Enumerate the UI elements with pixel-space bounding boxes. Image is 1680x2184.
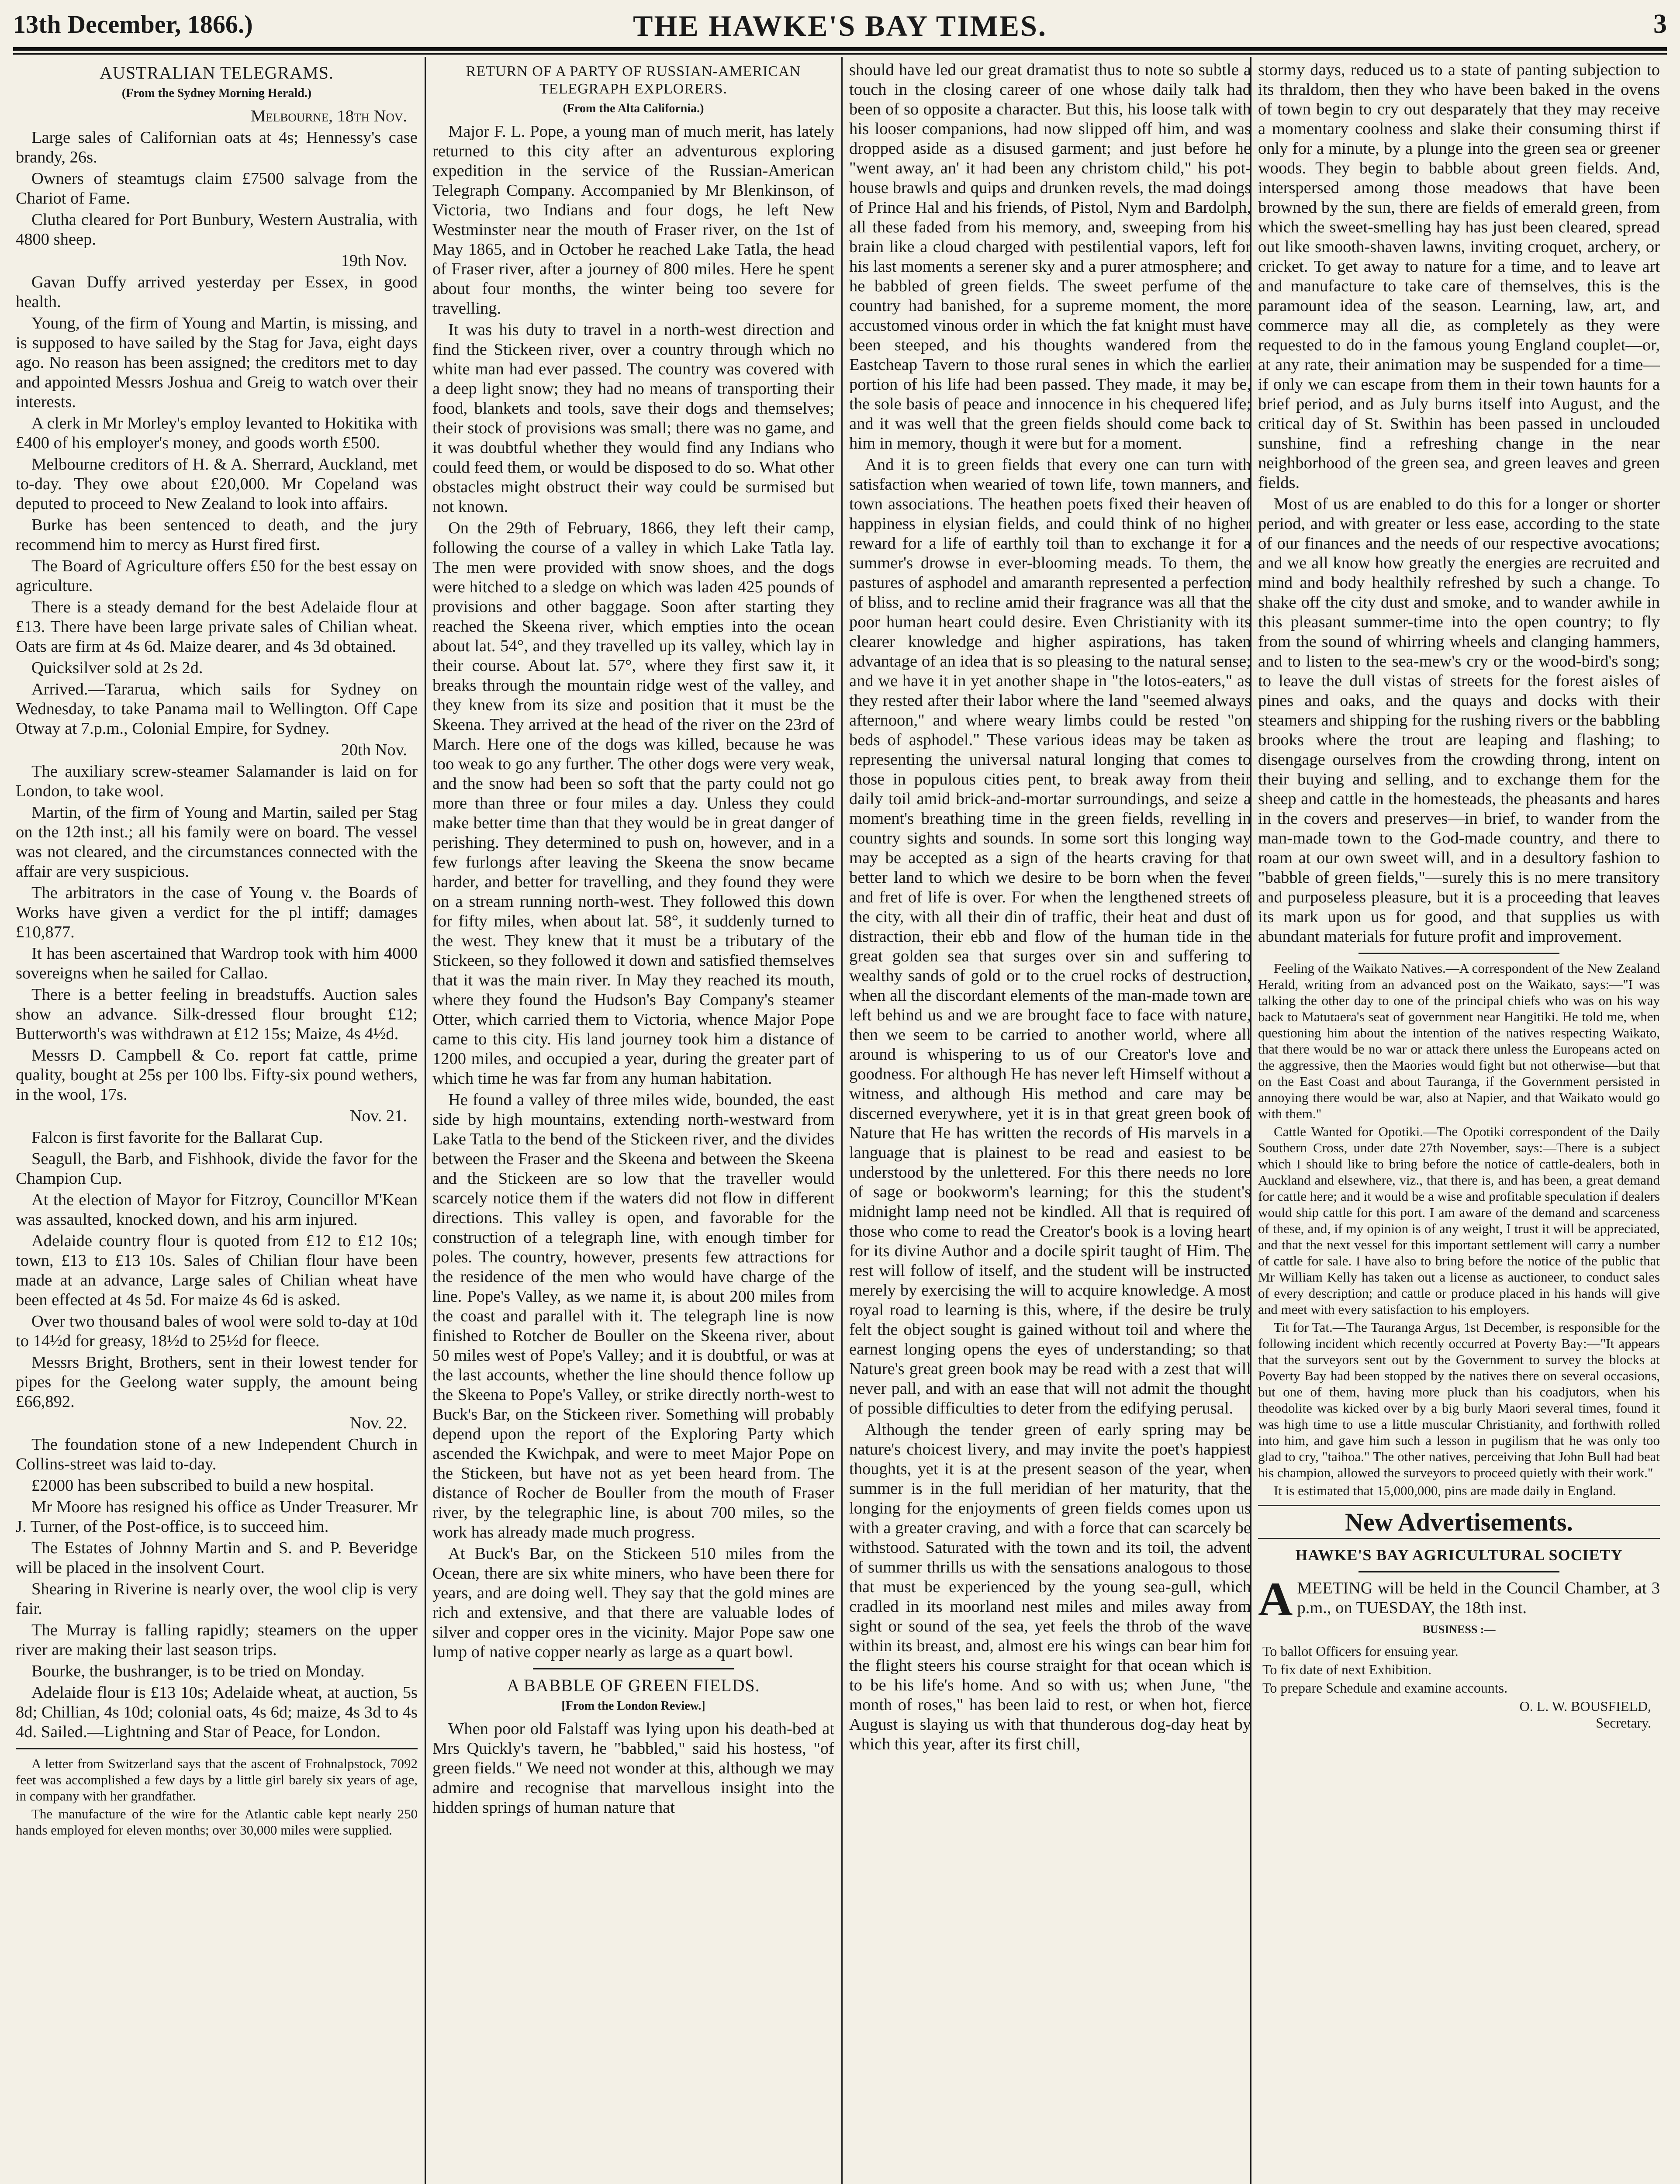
paragraph: Shearing in Riverine is nearly over, the wool clip is very fair. — [16, 1580, 418, 1618]
paragraph: Seagull, the Barb, and Fishhook, divide the favor for the Champion Cup. — [16, 1150, 418, 1188]
ad-signature: O. L. W. BOUSFIELD, — [1519, 1698, 1651, 1714]
paragraph: Young, of the firm of Young and Martin, is missing, and is supposed to have sailed by the Stag for Java, eight days ago. No reason has been assigned; the creditors met to day and appointed Messrs Joshua and Greig to watch over their interests. — [16, 314, 418, 411]
paragraph: Adelaide flour is £13 10s; Adelaide wheat, at auction, 5s 8d; Chillian, 4s 10d; colonial oats, 4s 6d; maize, 4s 3d to 4s 4d. Sailed.—Lightning and Star of Peace, for London. — [16, 1683, 418, 1741]
paragraph: Bourke, the bushranger, is to be tried on Monday. — [31, 1662, 365, 1680]
paragraph: The Board of Agriculture offers £50 for the best essay on agriculture. — [16, 557, 418, 595]
column-divider — [841, 57, 843, 2184]
paragraph: Major F. L. Pope, a young man of much merit, has lately returned to this city after an adventurous exploring expedition in the service of the Russian-American Telegraph Company. Accompanied by Mr Blenkinson, of Victoria, two Indians and four dogs, he left New Westminster near the mouth of Fraser river, on the 1st of May 1865, and in October he reached Lake Tatla, the head of Fraser river, after a journey of 800 miles. Here he spent about four months, the winter being too severe for travelling. — [432, 122, 834, 318]
paragraph: Most of us are enabled to do this for a longer or shorter period, and with greater or less ease, according to the state of our finances and the needs of our respective avocations; and we all know how greatly the energies are recruited and mind and body healthily refreshed by such a change. To shake off the city dust and smoke, and to wander awhile in this pleasant summer-time into the open country; to fly from the sound of whirring wheels and clanging hammers, and to listen to the sea-mew's cry or the wood-bird's song; to leave the dull vistas of streets for the forest aisles of pines and oaks, and the quays and docks with their steamers and shipping for the rushing rivers or the babbling brooks where the trout are leaping and flashing; to disengage ourselves from the crowding throng, intent on their buying and selling, and to exchange them for the sheep and cattle in the homesteads, the pheasants and hares in the covers and preserves—in brief, to wander from the man-made town to the God-made country, and there to roam at our own sweet will, and in a desultory fashion to "babble of green fields,"—surely this is no mere transitory and purposeless pleasure, but it is a proceeding that leaves its mark upon us for good, and that supplies us with abundant materials for future profit and improvement. — [1258, 495, 1660, 946]
paragraph: On the 29th of February, 1866, they left their camp, following the course of a valley in which Lake Tatla lay. The men were provided with snow shoes, and the dogs were hitched to a sledge on which was laden 425 pounds of provisions and other baggage. Soon after starting they reached the Skeena river, which empties into the ocean about lat. 54°, and they travelled up its valley, which lay in their course. About lat. 57°, where they first saw it, it breaks through the mountain ridge west of the valley, and they knew from its size and position that it must be the Skeena. They arrived at the head of the river on the 23rd of March. Here one of the dogs was killed, because he was too weak to go any further. The other dogs were very weak, and the snow had been so soft that the party could not go more than three or four miles a day. Unless they could make better time than that they would be in great danger of perishing. They determined to push on, however, and in a few furlongs after leaving the Skeena the snow became harder, and better for travelling, and they found they were on a stream running north-west. They followed this down for fifty miles, when about lat. 58°, it suddenly turned to the west. They knew that it must be a tributary of the Stickeen, so they followed it down and satisfied themselves that it was the main river. In May they reached its mouth, where they found the Hudson's Bay Company's steamer Otter, which carried them to Victoria, whence Major Pope came to this city. His land journey took him a distance of 1200 miles, and occupied a year, during the greater part of which time he was far from any human habitation. — [432, 519, 834, 1088]
paragraph: He found a valley of three miles wide, bounded, the east side by high mountains, extending north-westward from Lake Tatla to the bend of the Stickeen river, and the divides between the Fraser and the Skeena and between the Skeena and the Stickeen are so low that the traveller would scarcely notice them if the waters did not flow in different directions. This valley is open, and favorable for the construction of a telegraph line, with enough timber for poles. The country, however, presents few attractions for the residence of the men who would have charge of the line. Pope's Valley, as we name it, is about 200 miles from the coast and parallel with it. The telegraph line is now finished to Rotcher de Bouller on the Skeena river, about 50 miles west of Pope's Valley; and it is doubtful, or was at the last accounts, whether the line should thence follow up the Skeena to Pope's Valley, or strike directly north-west to Buck's Bar, on the Stickeen river. Something will probably depend upon the report of the Exploring Party which ascended the Kwichpak, and were to meet Major Pope on the Stickeen, but have not as yet been heard from. The distance of Rocher de Bouller from the mouth of Fraser river, by the telegraphic line, is about 700 miles, so the work has already made much progress. — [432, 1091, 834, 1541]
list-item: To prepare Schedule and examine accounts. — [1262, 1680, 1508, 1696]
column-4 — [1258, 60, 1660, 2184]
masthead — [13, 6, 1667, 45]
news-note: Tit for Tat.—The Tauranga Argus, 1st December, is responsible for the following incident which recently occurred at Poverty Bay:—"It appears that the surveyors sent out by the Government to survey the blocks at Poverty Bay had been stopped by the natives there on several occasions, but one of them, having more pluck than his coadjutors, when his theodolite was kicked over by a big burly Maori several times, found it was high time to use a little muscular Christianity, and forthwith rolled into him, and gave him such a lesson in pugilism that he was only too glad to cry, "taihoa." The other natives, perceiving that John Bull had beat his champion, allowed the surveyors to proceed quietly with their work." — [1258, 1320, 1660, 1480]
dateline: Nov. 22. — [349, 1414, 407, 1432]
column-2 — [432, 60, 834, 2184]
ad-heading: HAWKE'S BAY AGRICULTURAL SOCIETY — [1295, 1546, 1623, 1564]
paragraph: Mr Moore has resigned his office as Under Treasurer. Mr J. Turner, of the Post-office, is to succeed him. — [16, 1498, 418, 1536]
issue-date: 13th December, 1866.) — [13, 10, 253, 38]
news-note: The manufacture of the wire for the Atlantic cable kept nearly 250 hands employed for eleven months; over 30,000 miles were supplied. — [16, 1806, 418, 1838]
dateline: Melbourne, 18th Nov. — [250, 107, 407, 125]
paragraph: Large sales of Californian oats at 4s; Hennessy's case brandy, 26s. — [16, 128, 418, 166]
paragraph: The foundation stone of a new Independent Church in Collins-street was laid to-day. — [16, 1435, 418, 1473]
paragraph: Although the tender green of early spring may be nature's choicest livery, and may invite the poet's happiest thoughts, yet it is at the present season of the year, when summer is in the full meridian of her maturity, that the longing for the enjoyments of green fields comes upon us with a greater craving, and with a force that can scarcely be withstood. Saturated with the town and its toil, the advent of summer thrills us with the sensations analogous to those that must be experienced by the young sea-gull, which cradled in its moorland nest miles and miles away from sight or sound of the sea, yet feels the throb of the wave within its breast, and, almost ere his wings can bear him for the flight steers his course straight for that ocean which is to be his life's home. And so with us; when June, "the month of roses," has been laid to rest, or when hot, fierce August is slaying us with that thunderous dog-day heat by which this year, after its first chill, — [849, 1420, 1251, 1753]
paragraph: should have led our great dramatist thus to note so subtle a touch in the closing career of one whose daily talk had been of so opposite a character. But this, his loose talk with his looser companions, had now slipped off him, and was dropped aside as a disused garment; and just before he "went away, an' it had been any christom child," his pot-house brawls and quips and drunken revels, the mad doings of Prince Hal and his friends, of Pistol, Nym and Bardolph, all these faded from his memory, and, sweeping from his brain like a cloud charged with pestilential vapors, left for his last moments a serener sky and a purer atmosphere; and he babbled of green fields. The sweet perfume of the country had banished, for a supreme moment, the more accustomed vinous order in which the fat knight must have been steeped, and his thoughts wandered from the Eastcheap Tavern to those rural senes in which the earlier portion of his life had been passed. They made, it may be, the sole basis of peace and innocence in his chequered life; and it was well that the green fields should come back to him in memory, though it were but for a moment. — [849, 61, 1251, 453]
article-heading: RETURN OF A PARTY OF RUSSIAN-AMERICAN TELEGRAPH EXPLORERS. — [466, 63, 801, 97]
paragraph: The Murray is falling rapidly; steamers on the upper river are making their last season trips. — [16, 1621, 418, 1659]
paragraph: Quicksilver sold at 2s 2d. — [31, 659, 203, 677]
paragraph: Falcon is first favorite for the Ballarat Cup. — [31, 1128, 323, 1147]
paragraph: There is a better feeling in breadstuffs. Auction sales show an advance. Silk-dressed flour brought £12; Butterworth's was withdrawn at £12 15s; Maize, 4s 4½d. — [16, 985, 418, 1043]
news-note: It is estimated that 15,000,000, pins are made daily in England. — [1274, 1483, 1616, 1498]
page-number: 3 — [1653, 9, 1667, 39]
section-rule — [533, 1668, 734, 1669]
advertisements-heading: New Advertisements. — [1345, 1508, 1573, 1536]
paragraph: The auxiliary screw-steamer Salamander is laid on for London, to take wool. — [16, 762, 418, 800]
news-note: A letter from Switzerland says that the ascent of Frohnalpstock, 7092 feet was accomplished a few days by a little girl barely six years of age, in company with her grandfather. — [16, 1756, 418, 1804]
paragraph: Gavan Duffy arrived yesterday per Essex, in good health. — [16, 273, 418, 311]
paragraph: stormy days, reduced us to a state of panting subjection to its thraldom, then they who have been baked in the ovens of town begin to cry out desparately that they may receive a momentary coolness and slake their consuming thirst if only for a minute, by a plunge into the green sea or greener woods. They begin to babble about green fields. And, interspersed among those meadows that have been browned by the sun, there are fields of emerald green, from which the sweet-smelling hay has just been cleared, spread out like smooth-shaven lawns, inviting croquet, archery, or cricket. To get away to nature for a time, and to leave art and manufacture to take care of themselves, this is the paramount idea of the season. Learning, law, art, and commerce may all die, as completely as they were requested to do in the famous young England couplet—or, at any rate, their animation may be suspended for a time—if only we can escape from them in their town haunts for a brief period, and as July burns itself into August, and the critical day of St. Swithin has been passed in unclouded sunshine, find a refreshing change in the near neighborhood of the green sea, and green leaves and green fields. — [1258, 61, 1660, 492]
paragraph: The Estates of Johnny Martin and S. and P. Beveridge will be placed in the insolvent Court. — [16, 1539, 418, 1577]
paragraph: Burke has been sentenced to death, and the jury recommend him to mercy as Hurst fired first. — [16, 516, 418, 554]
section-rule — [1359, 1571, 1559, 1572]
dateline: Nov. 21. — [349, 1107, 407, 1125]
paragraph: Clutha cleared for Port Bunbury, Western Australia, with 4800 sheep. — [16, 211, 418, 249]
paragraph: And it is to green fields that every one can turn with satisfaction when wearied of town life, town manners, and town associations. The heathen poets fixed their heaven of happiness in elysian fields, and could think of no higher reward for a life of earthly toil than to exchange it for a summer's drowse in ever-blooming meads. To them, the pastures of asphodel and amaranth represented a perfection of bliss, and to recline amid their fragrance was all that the poor human heart could desire. Even Christianity with its clearer knowledge and higher aspirations, has taken advantage of an idea that is so pleasing to the natural sense; and we have it in yet another shape in "the lotos-eaters," as they rested after their labor where the land "seemed always afternoon," and where weary limbs could be rested "on beds of asphodel." These various ideas may be taken as representing the universal natural longing that comes to those in populous cities pent, to break away from their daily toil amid brick-and-mortar surroundings, and seize a moment's breathing time in the green fields, revelling in country sights and sounds. In some sort this longing way may be accepted as a sign of the hearts craving for that better land to which we desire to be born when the fever and fret of life is over. For when the lengthened streets of the city, with all their din of traffic, their heat and dust of distraction, their ebb and flow of the human tide in the great golden sea that surges over sin and suffering to wealthy sands of gold or to the cruel rocks of destruction, when all the discordant elements of the man-made town are left behind us and we are brought face to face with nature, then we seem to be carried to another world, where all around is whispering to us of our Creator's love and goodness. For although He has never left Himself without a witness, and although His method and care may be discerned everywhere, yet it is in that great green book of Nature that He has written the records of His marvels in a language that is plainest to be read and easiest to be understood by the unlettered. For this there needs no lore of sage or bookworm's learning; for this the student's midnight lamp need not be kindled. All that is required of those who come to read the Creator's book is a loving heart for its divine Author and a docile spirit taught of Him. The rest will follow of itself, and the student will be instructed merely by exercising the will to acquire knowledge. A most royal road to learning is this, where, if the desire be truly felt the object sought is gained without toil and where the earnest longing opens the eyes of understanding; so that Nature's great green book may be read with a zest that will never pall, and with an ease that will not admit the thought of possible difficulties to deter from the edifying perusal. — [849, 456, 1251, 1417]
paragraph: Over two thousand bales of wool were sold to-day at 10d to 14½d for greasy, 18½d to 25½d for fleece. — [16, 1312, 418, 1350]
paragraph: Martin, of the firm of Young and Martin, sailed per Stag on the 12th inst.; all his family were on board. The vessel was not cleared, and the circumstances connected with the affair are very suspicious. — [16, 803, 418, 881]
masthead-rule — [13, 47, 1667, 51]
list-item: To fix date of next Exhibition. — [1262, 1662, 1432, 1677]
section-rule — [1258, 1538, 1660, 1539]
column-1 — [16, 60, 418, 2184]
paragraph: Owners of steamtugs claim £7500 salvage from the Chariot of Fame. — [16, 169, 418, 207]
article-source: [From the London Review.] — [561, 1699, 705, 1713]
column-divider — [425, 57, 426, 2184]
paragraph: Melbourne creditors of H. & A. Sherrard, Auckland, met to-day. They owe about £20,000. Mr Copeland was deputed to proceed to New Zealand to look into affairs. — [16, 455, 418, 513]
paragraph: At Buck's Bar, on the Stickeen 510 miles from the Ocean, there are six white miners, who have been there for years, and are doing well. They say that the gold mines are rich and extensive, and that there are valuable lodes of silver and copper ores in the vicinity. Major Pope saw one lump of native copper nearly as large as a quart bowl. — [432, 1545, 834, 1661]
paragraph: When poor old Falstaff was lying upon his death-bed at Mrs Quickly's tavern, he "babbled," said his hostess, "of green fields." We need not wonder at this, although we may admire and recognise that marvellous insight into the hidden springs of human nature that — [432, 1720, 834, 1817]
column-3 — [849, 60, 1251, 2184]
ad-signature-role: Secretary. — [1596, 1715, 1651, 1731]
paragraph: Adelaide country flour is quoted from £12 to £12 10s; town, £13 to £13 10s. Sales of Chilian flour have been made at an advance, Large sales of Chilian wheat have been effected at 4s 5d. For maize 4s 6d is asked. — [16, 1232, 418, 1309]
paragraph: Arrived.—Tararua, which sails for Sydney on Wednesday, to take Panama mail to Wellington. Off Cape Otway at 7.p.m., Colonial Empire, for Sydney. — [16, 680, 418, 738]
dateline: 19th Nov. — [341, 252, 407, 270]
list-item: To ballot Officers for ensuing year. — [1262, 1643, 1459, 1659]
dateline: 20th Nov. — [341, 741, 407, 759]
ad-business-list — [1258, 1643, 1660, 1696]
news-note: Feeling of the Waikato Natives.—A correspondent of the New Zealand Herald, writing from an advanced post on the Waikato, says:—"I was talking the other day to one of the principal chiefs who was on his way back to Matutaera's seat of government near Hangitiki. He told me, when questioning him about the intention of the natives respecting Waikato, that there would be no war or attack there unless the Europeans acted on the aggressive, then the Maories would fight but not otherwise—but that on the East Coast and about Tauranga, if the Government persisted in annoying there would be war, also at Napier, and that Waikato would go with them." — [1258, 961, 1660, 1121]
paragraph: There is a steady demand for the best Adelaide flour at £13. There have been large private sales of Chilian wheat. Oats are firm at 4s 6d. Maize dearer, and 4s 3d obtained. — [16, 598, 418, 656]
article-heading: A BABBLE OF GREEN FIELDS. — [507, 1676, 760, 1695]
paragraph: It was his duty to travel in a north-west direction and find the Stickeen river, over a country through which no white man had ever passed. The country was covered with a deep light snow; they had no means of transporting their food, blankets and tools, save their dogs and themselves; their stock of provisions was small; there was no game, and it was doubtful whether they would find any Indians who could feed them, or would be disposed to do so. What other obstacles might obstruct their way could be surmised but not known. — [432, 321, 834, 516]
drop-cap: A — [1258, 1572, 1293, 1626]
section-rule — [1359, 953, 1559, 954]
article-heading: AUSTRALIAN TELEGRAMS. — [100, 63, 334, 83]
news-note: Cattle Wanted for Opotiki.—The Opotiki correspondent of the Daily Southern Cross, under date 27th November, says:—There is a subject which I should like to bring before the notice of cattle-dealers, both in Auckland and elsewhere, viz., that there is, and has been, a great demand for cattle here; and it would be a wise and profitable speculation if dealers would ship cattle for this port. I am aware of the demand and scarceness of these, and, if my opinion is of any weight, I trust it will be appreciated, and that the next vessel for this important settlement will carry a number of cattle for sale. I have also to bring before the notice of the public that Mr William Kelly has taken out a license as auctioneer, to conduct sales of every description; and cattle or produce placed in his hands will give and meet with every satisfaction to his employers. — [1258, 1124, 1660, 1317]
ad-business-label: BUSINESS :— — [1422, 1623, 1496, 1636]
advertisement — [1258, 1572, 1660, 1731]
masthead-rule-thin — [13, 53, 1667, 55]
paragraph: At the election of Mayor for Fitzroy, Councillor M'Kean was assaulted, knocked down, and his arm injured. — [16, 1191, 418, 1229]
paragraph: The arbitrators in the case of Young v. the Boards of Works have given a verdict for the pl intiff; damages £10,877. — [16, 884, 418, 941]
paragraph: A clerk in Mr Morley's employ levanted to Hokitika with £400 of his employer's money, and goods worth £500. — [16, 414, 418, 452]
paragraph: Messrs D. Campbell & Co. report fat cattle, prime quality, bought at 25s per 100 lbs. Fifty-six pound wethers, in the wool, 17s. — [16, 1046, 418, 1104]
section-rule — [16, 1748, 418, 1749]
newspaper-title: THE HAWKE'S BAY TIMES. — [633, 9, 1047, 42]
ad-body: MEETING will be held in the Council Chamber, at 3 p.m., on TUESDAY, the 18th inst. — [1297, 1579, 1660, 1617]
paragraph: It has been ascertained that Wardrop took with him 4000 sovereigns when he sailed for Callao. — [16, 944, 418, 982]
article-source: (From the Sydney Morning Herald.) — [121, 86, 312, 100]
section-rule — [1258, 1505, 1660, 1506]
article-source: (From the Alta California.) — [563, 102, 704, 115]
paragraph: £2000 has been subscribed to build a new hospital. — [31, 1476, 374, 1495]
paragraph: Messrs Bright, Brothers, sent in their lowest tender for pipes for the Geelong water supply, the amount being £66,892. — [16, 1353, 418, 1411]
